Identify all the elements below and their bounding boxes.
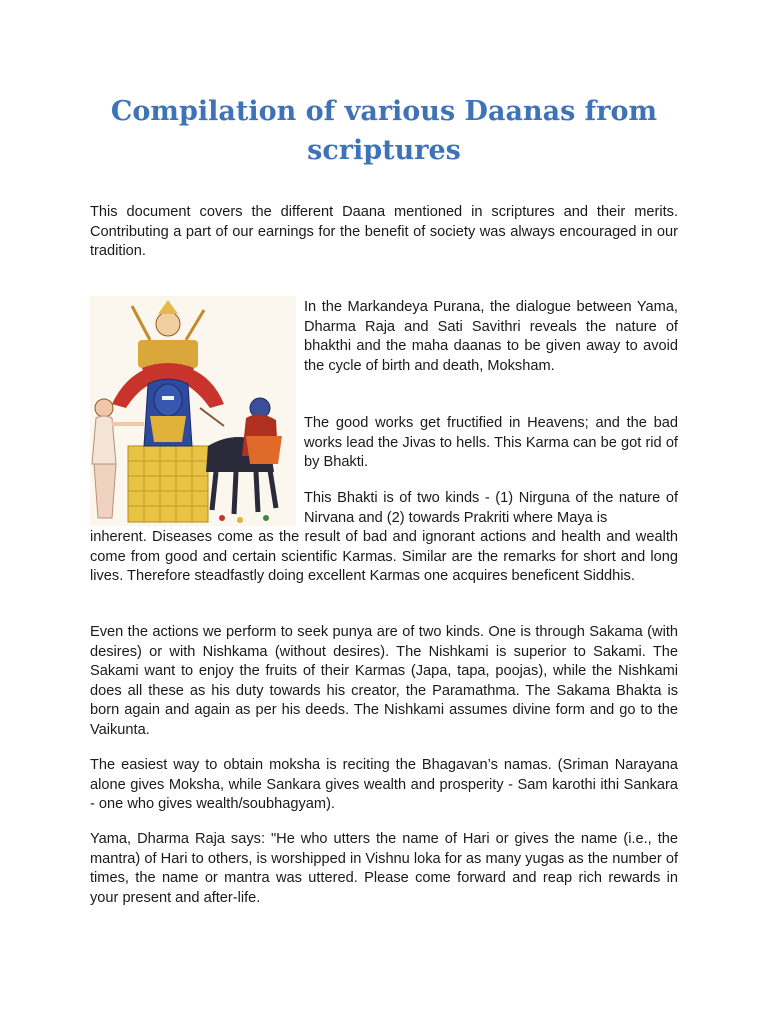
page-title: Compilation of various Daanas from scriptures bbox=[110, 96, 658, 166]
good-works-paragraph: The good works get fructified in Heavens; and the bad works lead the Jivas to hells. This Karma can be got rid of by Bhakti. bbox=[304, 415, 678, 470]
bhakti-paragraph-top: This Bhakti is of two kinds - (1) Nirguna of the nature of Nirvana and (2) towards Prakriti where Maya is bbox=[304, 490, 678, 526]
moksha-paragraph: The easiest way to obtain moksha is reciting the Bhagavan’s namas. (Sriman Narayana alone gives Moksha, while Sankara gives wealth and prosperity - Sam karothi ithi Sankara - one who gives wealth/soubhagyam). bbox=[90, 757, 678, 812]
punya-paragraph: Even the actions we perform to seek punya are of two kinds. One is through Sakama (with desires) or with Nishkama (without desires). The Nishkami is superior to Sakami. The Sakami want to enjoy the fruits of their Karmas (Japa, tapa, poojas), while the Nishkami does all these as his duty towards his creator, the Paramathma. The Sakama Bhakta is born again and again as per his deeds. The Nishkami assumes divine form and go to the Vaikunta. bbox=[90, 624, 678, 738]
deity-illustration bbox=[90, 296, 296, 526]
intro-paragraph: This document covers the different Daana mentioned in scriptures and their merits. Contributing a part of our earnings for the benefit of society was always encouraged in our tradition. bbox=[90, 204, 678, 259]
bhakti-paragraph-bottom: inherent. Diseases come as the result of bad and ignorant actions and health and wealth come from good and certain scientific Karmas. Similar are the remarks for short and long lives. Therefore steadfastly doing excellent Karmas one acquires beneficent Siddhis. bbox=[90, 529, 678, 584]
markandeya-paragraph: In the Markandeya Purana, the dialogue between Yama, Dharma Raja and Sati Savithri reveals the nature of bhakthi and the maha daanas to be given away to avoid the cycle of birth and death, Moksham. bbox=[304, 299, 678, 374]
yama-paragraph: Yama, Dharma Raja says: "He who utters the name of Hari or gives the name (i.e., the mantra) of Hari to others, is worshipped in Vishnu loka for as many yugas as the number of times, the name or mantra was uttered. Please come forward and reap rich rewards in your present and after-life. bbox=[90, 831, 678, 906]
